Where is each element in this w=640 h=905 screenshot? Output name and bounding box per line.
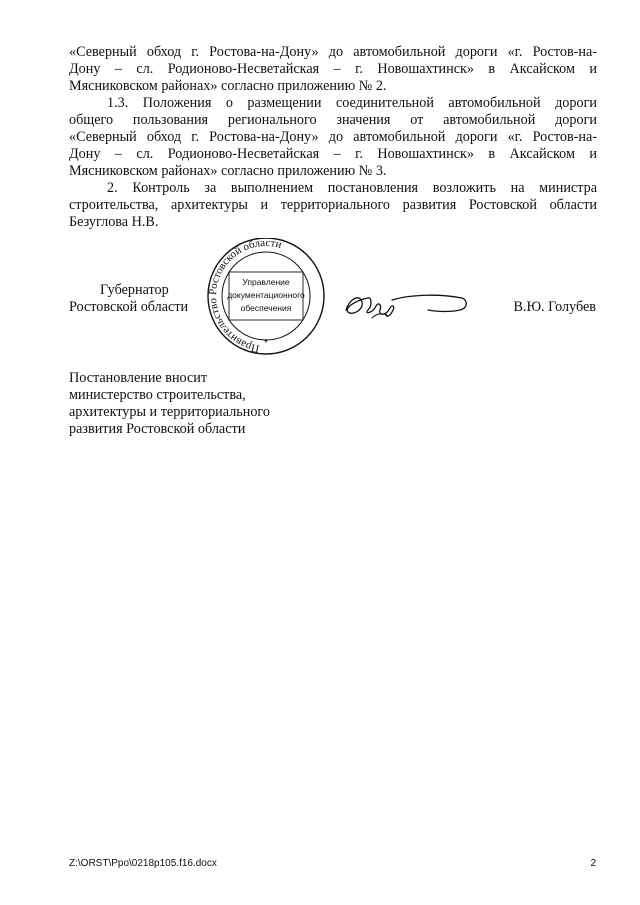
paragraph-2 bbox=[69, 180, 597, 231]
paragraph-continuation bbox=[69, 44, 597, 95]
note-line: министерство строительства, bbox=[69, 387, 246, 403]
text-line: Мясниковском районах» согласно приложению № 2. bbox=[69, 78, 387, 94]
governor-name: В.Ю. Голубев bbox=[513, 299, 596, 315]
note-line: Постановление вносит bbox=[69, 370, 208, 386]
page-number: 2 bbox=[590, 858, 596, 869]
seal-inner-line: документационного bbox=[227, 290, 305, 300]
seal-inner-line: обеспечения bbox=[240, 303, 292, 313]
note-line: архитектуры и территориального bbox=[69, 404, 270, 420]
text-line: Мясниковском районах» согласно приложению № 3. bbox=[69, 163, 387, 179]
footer-file-path: Z:\ORST\Ppo\0218p105.f16.docx bbox=[69, 858, 217, 869]
note-line: развития Ростовской области bbox=[69, 421, 246, 437]
paragraph-1-3 bbox=[69, 95, 597, 180]
official-seal bbox=[203, 238, 329, 358]
text-line: 1.3. Положения о размещении соединительной автомобильной дороги bbox=[107, 95, 597, 111]
text-line: Безуглова Н.В. bbox=[69, 214, 159, 230]
text-line: Дону – сл. Родионово-Несветайская – г. Новошахтинск» в Аксайском и bbox=[69, 61, 597, 77]
text-line: строительства, архитектуры и территориального развития Ростовской области bbox=[69, 197, 597, 213]
governor-region: Ростовской области bbox=[69, 299, 189, 315]
text-line: «Северный обход г. Ростова-на-Дону» до автомобильной дороги «г. Ростов-на- bbox=[69, 129, 597, 145]
text-line: Дону – сл. Родионово-Несветайская – г. Новошахтинск» в Аксайском и bbox=[69, 146, 597, 162]
text-line: «Северный обход г. Ростова-на-Дону» до автомобильной дороги «г. Ростов-на- bbox=[69, 44, 597, 60]
text-line: 2. Контроль за выполнением постановления возложить на министра bbox=[107, 180, 597, 196]
seal-star: * bbox=[264, 338, 268, 349]
governor-title: Губернатор bbox=[100, 282, 169, 298]
text-line: общего пользования регионального значения от автомобильной дороги bbox=[69, 112, 597, 128]
seal-outer-text: Правительство Ростовской области bbox=[206, 238, 283, 355]
submitted-by-note bbox=[69, 370, 270, 438]
handwritten-signature bbox=[342, 288, 472, 324]
seal-inner-line: Управление bbox=[242, 277, 290, 287]
